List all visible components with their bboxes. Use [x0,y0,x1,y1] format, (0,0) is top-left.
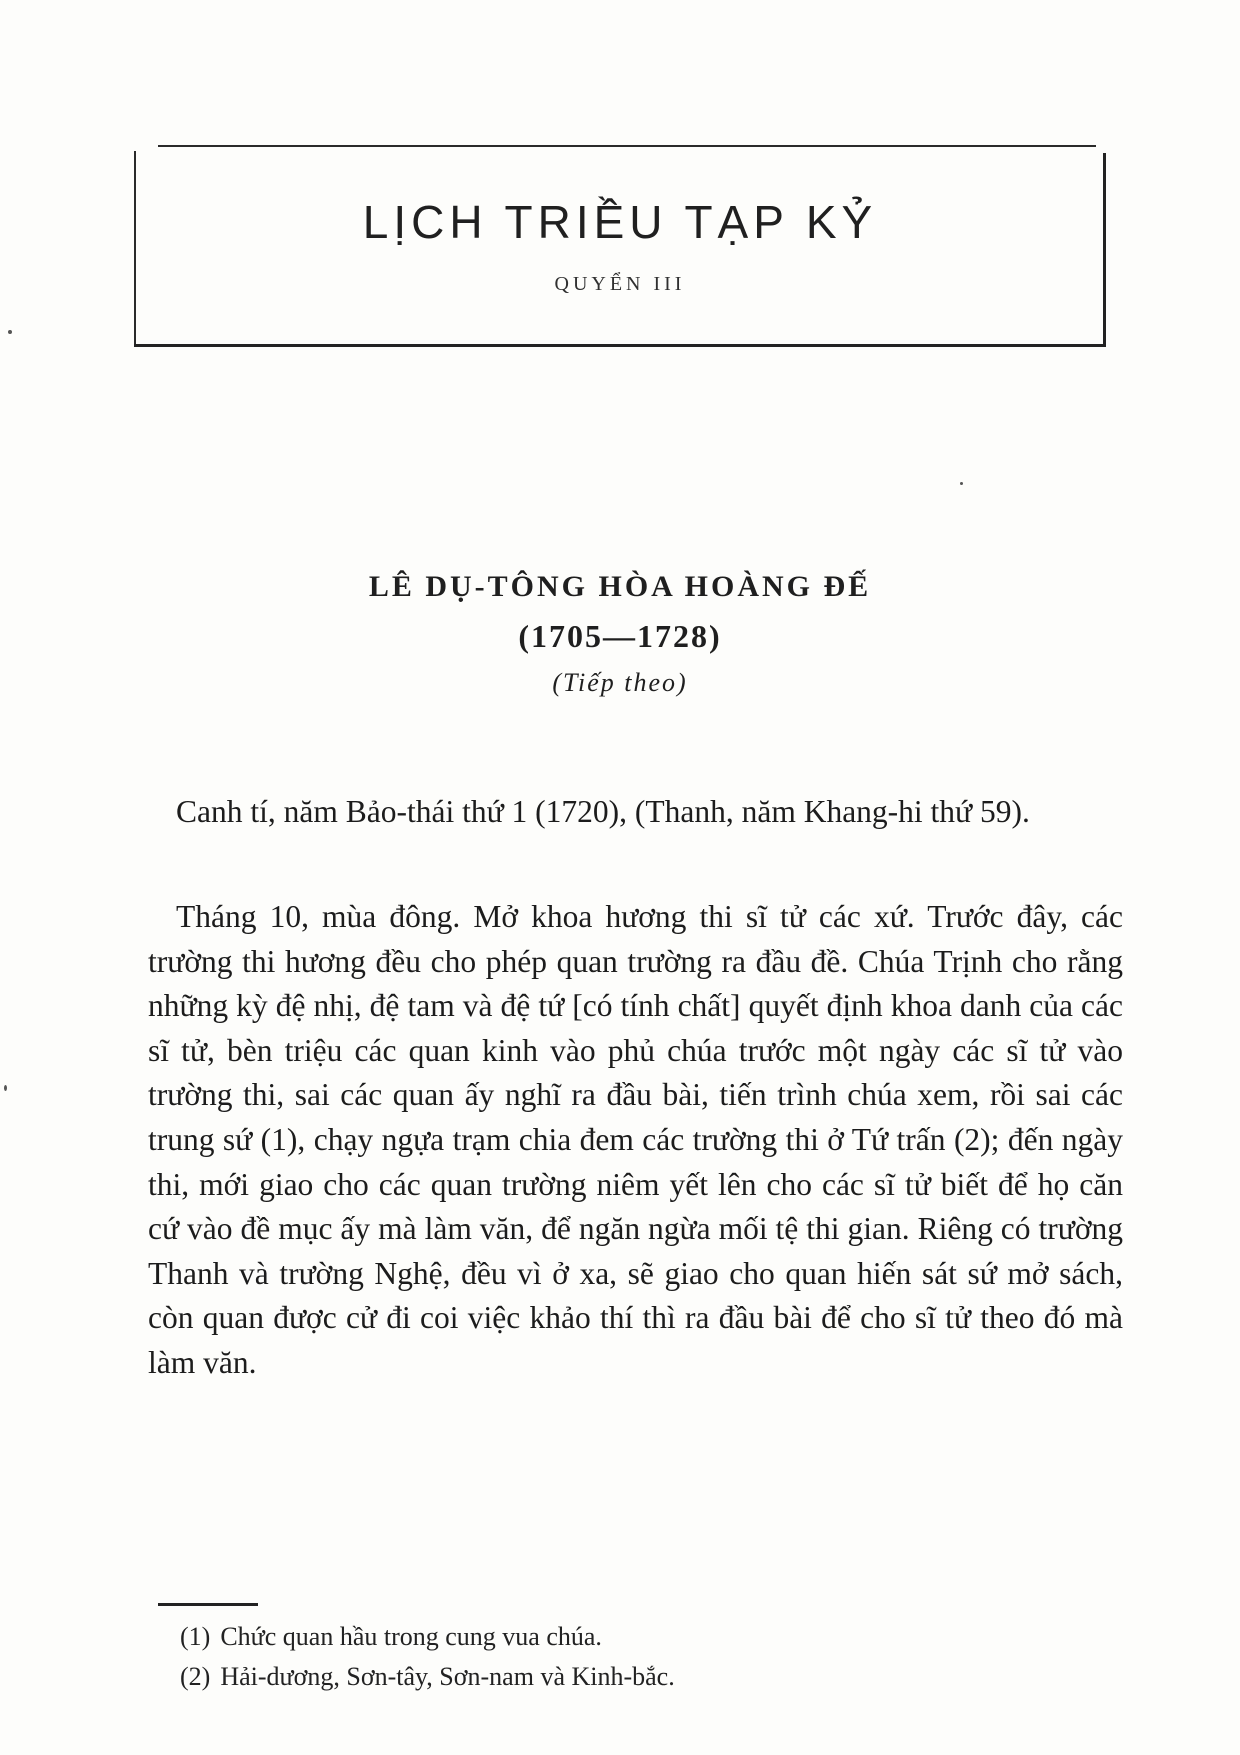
paper-speck [960,482,963,485]
footnote-text: Hải-dương, Sơn-tây, Sơn-nam và Kinh-bắc. [220,1662,675,1691]
footnotes [180,1617,1080,1697]
footnote-number: (1) [180,1622,211,1651]
volume-label: QUYỂN III [554,273,686,295]
footnote-text: Chức quan hầu trong cung vua chúa. [220,1622,602,1651]
footnote-rule [158,1603,258,1606]
frame-right-rule [1103,153,1106,347]
body-paragraph: Canh tí, năm Bảo-thái thứ 1 (1720), (Thanh, năm Khang-hi thứ 59). [176,794,1030,829]
body-paragraph: Tháng 10, mùa đông. Mở khoa hương thi sĩ tử các xứ. Trước đây, các trường thi hương đều cho phép quan trường ra đầu đề. Chúa Trịnh cho rằng những kỳ đệ nhị, đệ tam và đệ tứ [có tính chất] quyết định khoa danh của các sĩ tử, bèn triệu các quan kinh vào phủ chúa trước một ngày các sĩ tử vào trường thi, sai các quan ấy nghĩ ra đầu bài, tiến trình chúa xem, rồi sai các trung sứ (1), chạy ngựa trạm chia đem các trường thi ở Tứ trấn (2); đến ngày thi, mới giao cho các quan trường niêm yết lên cho các sĩ tử biết để họ căn cứ vào đề mục ấy mà làm văn, để ngăn ngừa mối tệ thi gian. Riêng có trường Thanh và trường Nghệ, đều vì ở xa, sẽ giao cho quan hiến sát sứ mở sách, còn quan được cử đi coi việc khảo thí thì ra đầu bài để cho sĩ tử theo đó mà làm văn. [148,899,1123,1380]
paper-speck [8,330,12,334]
frame-top-rule [158,145,1096,147]
book-title: LỊCH TRIỀU TẠP KỶ [362,196,878,248]
frame-left-rule [134,151,136,347]
footnote [180,1657,1080,1697]
footnote-number: (2) [180,1662,211,1691]
title-frame [134,145,1106,347]
chapter-years: (1705—1728) [518,618,722,654]
chapter-continuation: (Tiếp theo) [552,668,688,697]
frame-bottom-rule [134,344,1106,347]
chapter-title: LÊ DỤ-TÔNG HÒA HOÀNG ĐẾ [368,570,872,603]
footnote [180,1617,1080,1657]
paper-speck [4,1085,7,1091]
